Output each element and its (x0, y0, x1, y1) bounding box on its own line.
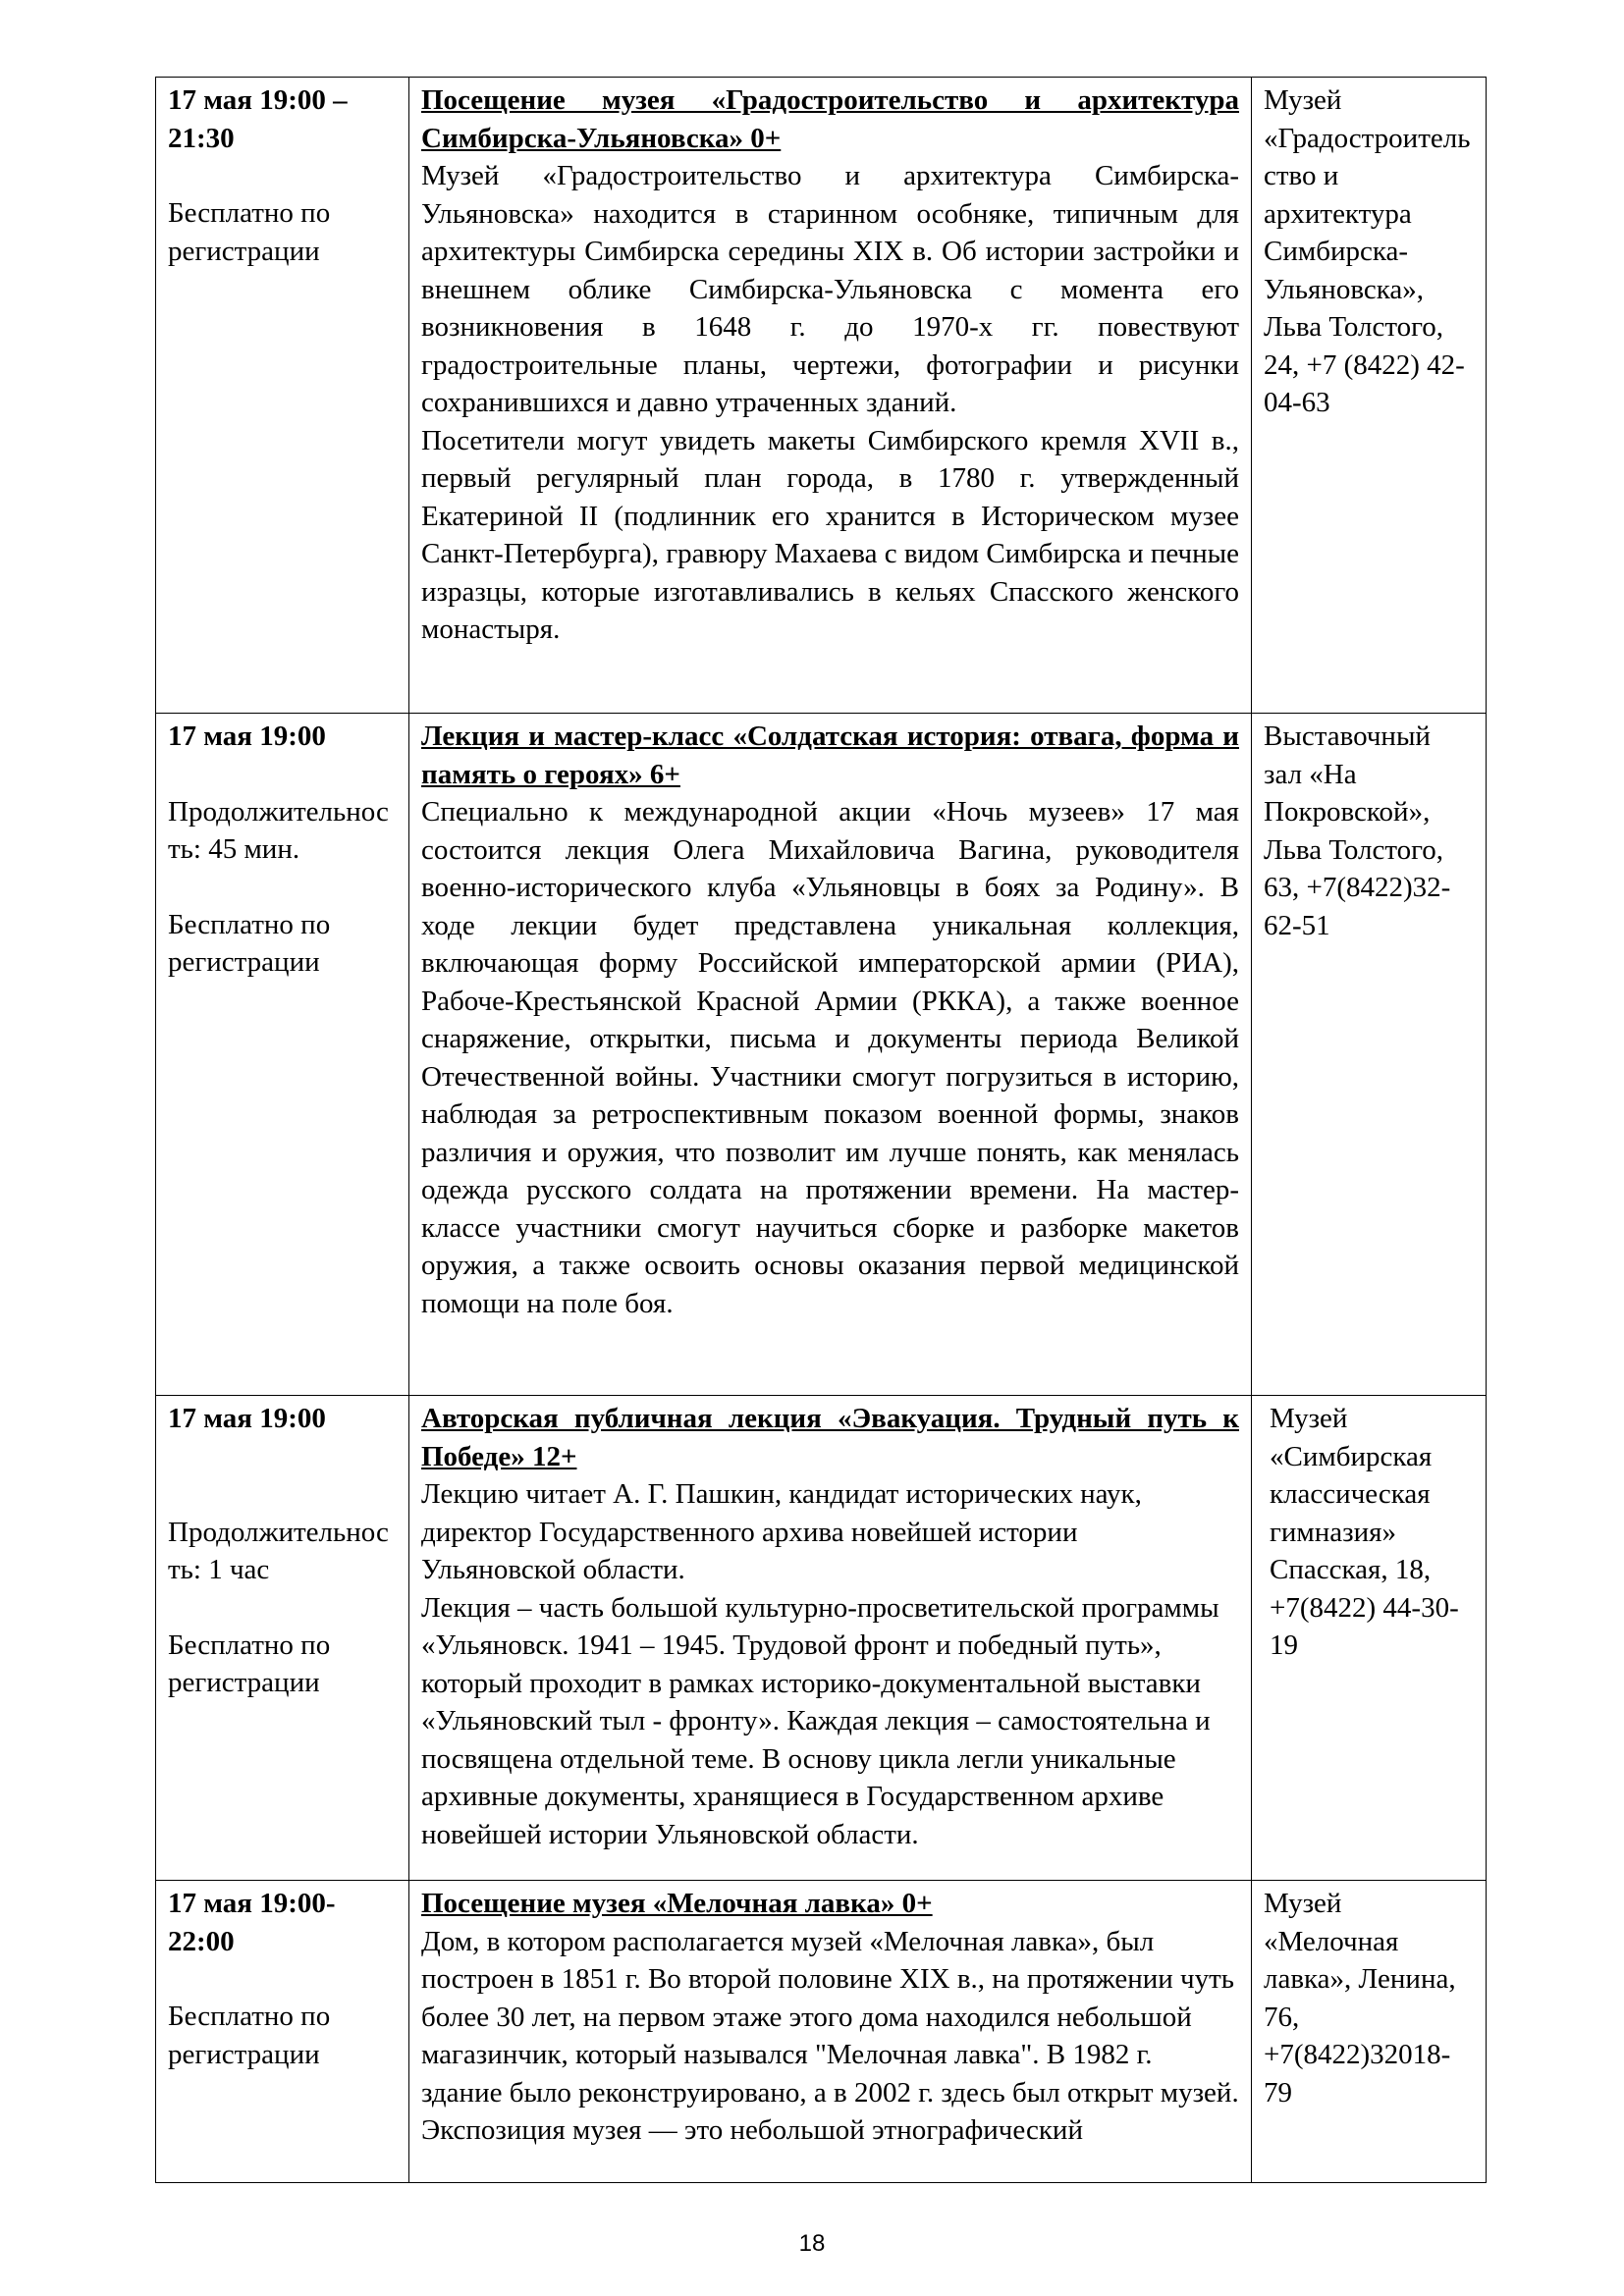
event-description-cell (409, 714, 1252, 1396)
event-place-cell (1252, 714, 1487, 1396)
event-paragraph: Лекцию читает А. Г. Пашкин, кандидат исторических наук, директор Государственного архива новейшей истории Ульяновской области. (421, 1478, 1142, 1585)
event-price-note: Бесплатно по регистрации (168, 2001, 331, 2070)
event-place: Музей «Градостроительство и архитектура Симбирска-Ульяновска», Льва Толстого, 24, +7 (8422) 42-04-63 (1264, 84, 1471, 418)
event-title: Авторская публичная лекция «Эвакуация. Трудный путь к Победе» 12+ (421, 1403, 1239, 1472)
event-paragraph: Лекция – часть большой культурно-просветительской программы «Ульяновск. 1941 – 1945. Трудовой фронт и победный путь», который проходит в рамках историко-документальной выставки «Ульяновский тыл - фронту». Каждая лекция – самостоятельна и посвящена отдельной теме. В основу цикла легли уникальные архивные документы, хранящиеся в Государственном архиве новейшей истории Ульяновской области. (421, 1591, 1219, 1850)
event-paragraph: Специально к международной акции «Ночь музеев» 17 мая состоится лекция Олега Михайловича Вагина, руководителя военно-исторического клуба «Ульяновцы в боях за Родину». В ходе лекции будет представлена уникальная коллекция, включающая форму Российской императорской армии (РИА), Рабоче-Крестьянской Красной Армии (РККА), а также военное снаряжение, открытки, письма и документы периода Великой Отечественной войны. Участники смогут погрузиться в историю, наблюдая за ретроспективным показом военной формы, знаков различия и оружия, что позволит им лучше понять, как менялась одежда русского солдата на протяжении времени. На мастер-классе участники смогут научиться сборке и разборке макетов оружия, а также освоить основы оказания первой медицинской помощи на поле боя. (421, 796, 1239, 1319)
event-title: Лекция и мастер-класс «Солдатская история: отвага, форма и память о героях» 6+ (421, 721, 1239, 790)
event-description-cell (409, 1881, 1252, 2183)
event-row (156, 1396, 1487, 1881)
event-when-cell (156, 78, 409, 714)
event-title: Посещение музея «Градостроительство и архитектура Симбирска-Ульяновска» 0+ (421, 84, 1239, 154)
event-title: Посещение музея «Мелочная лавка» 0+ (421, 1888, 933, 1919)
event-datetime: 17 мая 19:00 (168, 1403, 326, 1434)
event-price-note: Бесплатно по регистрации (168, 908, 331, 978)
event-description-cell (409, 78, 1252, 714)
event-place-cell (1252, 1396, 1487, 1881)
event-place: Музей «Симбирская классическая гимназия» Спасская, 18, +7(8422) 44-30-19 (1270, 1403, 1459, 1661)
events-table (155, 77, 1487, 2183)
event-when-cell (156, 1881, 409, 2183)
event-datetime: 17 мая 19:00-22:00 (168, 1888, 336, 1957)
event-paragraph: Дом, в котором располагается музей «Мелочная лавка», был построен в 1851 г. Во второй половине XIX в., на протяжении чуть более 30 лет, на первом этаже этого дома находился небольшой магазинчик, который назывался "Мелочная лавка". В 1982 г. здание было реконструировано, а в 2002 г. здесь был открыт музей. Экспозиция музея — это небольшой этнографический (421, 1925, 1239, 2146)
event-description-cell (409, 1396, 1252, 1881)
event-place: Выставочный зал «На Покровской», Льва Толстого, 63, +7(8422)32-62-51 (1264, 721, 1451, 941)
event-paragraph: Музей «Градостроительство и архитектура Симбирска-Ульяновска» находится в старинном особняке, типичным для архитектуры Симбирска середины XIX в. Об истории застройки и внешнем облике Симбирска-Ульяновска с момента его возникновения в 1648 г. до 1970-х гг. повествуют градостроительные планы, чертежи, фотографии и рисунки сохранившихся и давно утраченных зданий. (421, 160, 1239, 418)
event-when-cell (156, 714, 409, 1396)
page-number: 18 (798, 2230, 826, 2257)
event-price-note: Бесплатно по регистрации (168, 1629, 331, 1698)
event-place-cell (1252, 1881, 1487, 2183)
event-duration-note: Продолжительность: 1 час (168, 1516, 389, 1585)
event-row (156, 78, 1487, 714)
event-row (156, 714, 1487, 1396)
event-when-cell (156, 1396, 409, 1881)
event-place: Музей «Мелочная лавка», Ленина, 76, +7(8422)32018-79 (1264, 1888, 1456, 2109)
event-datetime: 17 мая 19:00 (168, 721, 326, 752)
event-place-cell (1252, 78, 1487, 714)
event-row (156, 1881, 1487, 2183)
event-price-note: Бесплатно по регистрации (168, 197, 331, 267)
event-duration-note: Продолжительность: 45 мин. (168, 795, 389, 865)
event-datetime: 17 мая 19:00 – 21:30 (168, 84, 348, 154)
event-paragraph: Посетители могут увидеть макеты Симбирского кремля XVII в., первый регулярный план города, в 1780 г. утвержденный Екатериной II (подлинник его хранится в Историческом музее Санкт-Петербурга), гравюру Махаева с видом Симбирска и печные изразцы, которые изготавливались в кельях Спасского женского монастыря. (421, 424, 1239, 645)
